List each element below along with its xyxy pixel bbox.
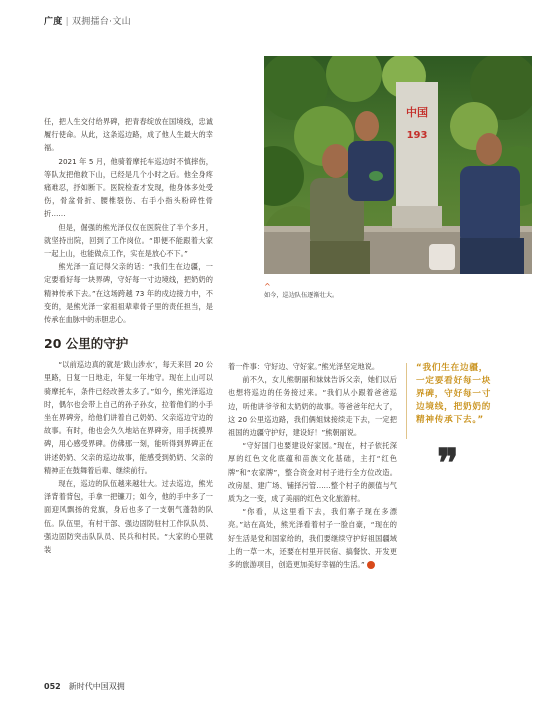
header-tag: 广度 [44, 17, 63, 27]
page-footer [44, 681, 125, 692]
paragraph: 着一件事：守好边、守好家。”熊光泽坚定地说。 [228, 362, 380, 371]
page-header [44, 14, 131, 27]
photo-caption [264, 283, 404, 300]
paragraph: 前不久，女儿熊朝丽和妹妹告诉父亲，她们以后也想将巡边的任务接过来。“我们从小跟着爸爸巡边，听他讲爷爷和太奶奶的故事。等爸爸年纪大了，这 20 公里巡边路，我们俩姐妹接续走下去，一定把祖国的边疆守护好，建设好！”熊朝丽说。 [228, 375, 397, 438]
pull-quote-rule [406, 363, 407, 439]
article-end-icon: V [367, 561, 375, 569]
page-number: 052 [44, 682, 61, 691]
paragraph: 2021 年 5 月，他骑着摩托车巡边时不慎摔伤，等队友把他救下山，已经是几个小时之后。他全身疼痛难忍，抒如断下。医院检查才发现，他身体多处受伤，骨盆骨折、腰椎裂伤、右手小指头粉碎性骨折…… [44, 156, 213, 219]
paragraph: 但是，倔强的熊光泽仅仅在医院住了半个多月，就坚持出院，回到了工作岗位。“即便不能跟着大家一起上山，也能做点工作，实在是放心不下。” [44, 222, 213, 259]
paragraph: “以前巡边真的就是‘跋山涉水’，每天来回 20 公里路，日复一日地走，年复一年地守。现在上山可以骑摩托车，条件已经改善太多了。”如今，熊光泽巡边时，偶尔也会带上自己的孙子孙女，拉着他们的小手坐在界碑旁，给他们讲着自己奶奶、父亲巡边守边的故事。有时，他也会久久地站在界碑旁，用手抚摸界碑，用心感受界碑。仿佛那一刻，能听得到界碑正在讲述奶奶、父亲的巡边故事，能感受到奶奶、父亲的精神正在鼓舞着后辈、继续前行。 [44, 360, 213, 475]
close-quote-icon: ❞ [437, 440, 459, 487]
caption-caret-icon: ^ [264, 282, 271, 291]
left-column [44, 115, 213, 556]
paragraph: 熊光泽一直记得父亲的话：“我们生在边疆，一定要看好每一块界碑，守好每一寸边境线，把奶奶的精神传承下去。”在这场跨越 73 年的戍边接力中，不变的，是熊光泽一家祖祖辈辈骨子里的责任担当，是传承在血脉中的赤胆忠心。 [44, 262, 213, 325]
header-section: 双拥擂台·文山 [71, 17, 131, 27]
paragraph: 任，把人生交付给界碑，把青春绽放在国境线，忠诚履行使命。从此，这条巡边路，成了他人生最大的幸福。 [44, 117, 213, 153]
paragraph-text: “你看，从这里看下去，我们寨子现在多漂亮。”站在高处，熊光泽看着村子一脸自豪，“现在的好生活是党和国家给的，我们要继续守护好祖国疆域上的一草一木，还要在村里开民宿、搞餐饮、开发更多的旅游项目，创造更加美好幸福的生活。” [228, 507, 397, 570]
middle-column [228, 360, 397, 571]
article-photo [264, 56, 532, 274]
section-title: 20 公里的守护 [44, 336, 129, 352]
paragraph: 现在，巡边的队伍越来越壮大。过去巡边，熊光泽背着背包，手拿一把镰刀；如今，他的手中多了一面迎风飘扬的党旗，身后也多了一支朝气蓬勃的队伍。队伍里，有村干部、强边固防驻村工作队队员、强边固防突击队队员、民兵和村民。“大家的心里就装 [44, 479, 213, 555]
marker-number: 193 [406, 130, 428, 141]
header-separator: | [65, 17, 69, 27]
paragraph [228, 505, 397, 571]
marker-text: 中国 [406, 106, 428, 119]
paragraph: “守好国门也要建设好家园。”现在，村子依托深厚的红色文化底蕴和苗族文化基础，主打“红色牌”和“农家牌”，整合资金对村子进行全方位改造。改房屋、建广场、铺择污管……整个村子的颜值与气质为之一变，成了美丽的红色文化旅游村。 [228, 441, 397, 504]
pull-quote: “我们生在边疆，一定要看好每一块界碑，守好每一寸边境线，把奶奶的精神传承下去。” [416, 363, 492, 425]
caption-text: 如今，巡边队伍逐渐壮大。 [264, 292, 339, 299]
magazine-name: 新时代中国双拥 [68, 682, 125, 691]
